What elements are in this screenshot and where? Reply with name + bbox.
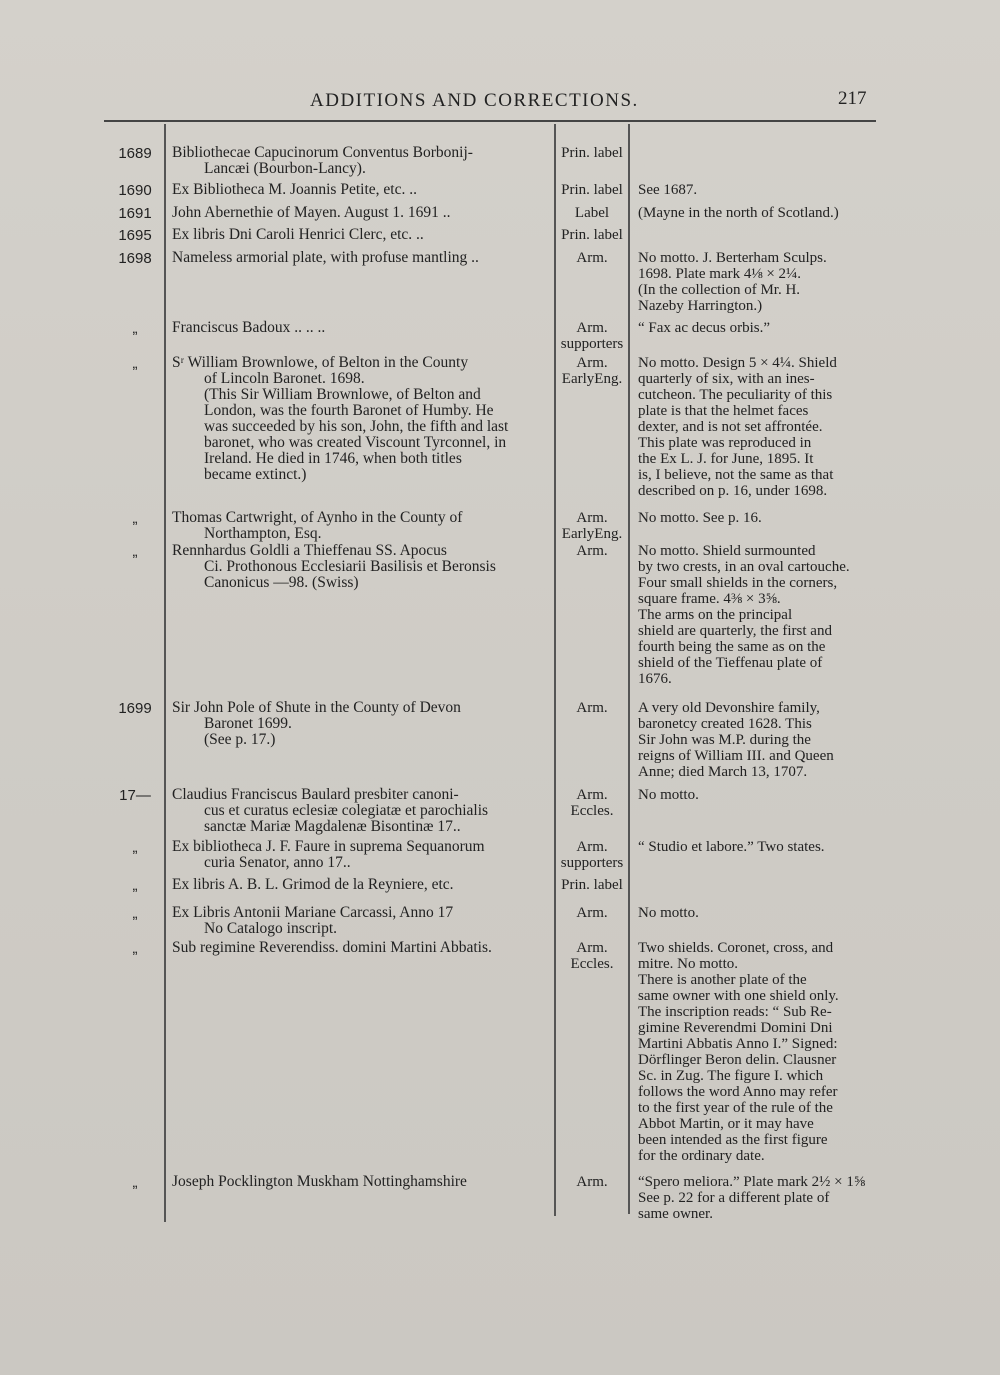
note-line: No motto. bbox=[638, 787, 699, 803]
entry-year: 1689 bbox=[118, 145, 152, 162]
entry-note bbox=[638, 182, 878, 198]
note-line: The inscription reads: “ Sub Re- bbox=[638, 1004, 832, 1020]
entry-kind: Arm. EarlyEng. bbox=[561, 510, 623, 542]
entry-kind: Arm. EarlyEng. bbox=[561, 355, 623, 387]
column-rule-middle bbox=[554, 124, 556, 1216]
note-line: This plate was reproduced in bbox=[638, 435, 812, 451]
note-line: shield of the Tieffenau plate of bbox=[638, 655, 823, 671]
title-line: Claudius Franciscus Baulard presbiter canoni- bbox=[172, 786, 459, 803]
note-line: Sc. in Zug. The figure I. which bbox=[638, 1068, 824, 1084]
note-line: No motto. J. Berterham Sculps. bbox=[638, 250, 827, 266]
note-line: same owner. bbox=[638, 1206, 713, 1222]
note-line: fourth being the same as on the bbox=[638, 639, 826, 655]
entry-note bbox=[638, 839, 878, 855]
note-line: No motto. See p. 16. bbox=[638, 510, 762, 526]
entry-title bbox=[172, 250, 542, 266]
title-line: became extinct.) bbox=[204, 466, 307, 483]
title-line: Sir John Pole of Shute in the County of Devon bbox=[172, 699, 461, 716]
entry-title bbox=[172, 543, 542, 591]
title-line: Sub regimine Reverendiss. domini Martini Abbatis. bbox=[172, 939, 492, 956]
note-line: No motto. bbox=[638, 905, 699, 921]
entry-kind: Arm. bbox=[576, 1174, 608, 1190]
title-line: No Catalogo inscript. bbox=[204, 920, 338, 937]
note-line: The arms on the principal bbox=[638, 607, 793, 623]
entry-year: „ bbox=[132, 543, 138, 560]
entry-kind: Arm. bbox=[576, 700, 608, 716]
title-line: cus et curatus eclesiæ colegiatæ et parochialis bbox=[204, 802, 489, 819]
note-line: to the first year of the rule of the bbox=[638, 1100, 833, 1116]
note-line: Dörflinger Beron delin. Clausner bbox=[638, 1052, 837, 1068]
title-line: (This Sir William Brownlowe, of Belton and bbox=[204, 386, 481, 403]
entry-note bbox=[638, 1174, 878, 1222]
entry-title bbox=[172, 787, 542, 835]
title-line: Canonicus —98. (Swiss) bbox=[204, 574, 359, 591]
note-line: Abbot Martin, or it may have bbox=[638, 1116, 814, 1132]
entry-year: 1699 bbox=[118, 700, 152, 717]
note-line: by two crests, in an oval cartouche. bbox=[638, 559, 850, 575]
note-line: Nazeby Harrington.) bbox=[638, 298, 763, 314]
title-line: Joseph Pocklington Muskham Nottinghamshire bbox=[172, 1173, 467, 1190]
entry-kind: Prin. label bbox=[561, 145, 623, 161]
note-line: See 1687. bbox=[638, 182, 698, 198]
entry-title bbox=[172, 839, 542, 871]
entry-kind: Arm. bbox=[576, 905, 608, 921]
entry-kind: Prin. label bbox=[561, 227, 623, 243]
note-line: There is another plate of the bbox=[638, 972, 807, 988]
note-line: (In the collection of Mr. H. bbox=[638, 282, 801, 298]
entry-year: „ bbox=[132, 355, 138, 372]
title-line: London, was the fourth Baronet of Humby. He bbox=[204, 402, 494, 419]
entry-year: 1695 bbox=[118, 227, 152, 244]
entry-kind: Arm. bbox=[576, 250, 608, 266]
note-line: the Ex L. J. for June, 1895. It bbox=[638, 451, 814, 467]
entry-year: „ bbox=[132, 877, 138, 894]
entry-year: „ bbox=[132, 510, 138, 527]
entry-year: „ bbox=[132, 940, 138, 957]
entry-kind: Arm. Eccles. bbox=[570, 940, 614, 972]
title-line: John Abernethie of Mayen. August 1. 1691 .. bbox=[172, 204, 451, 221]
title-line: Ex libris A. B. L. Grimod de la Reyniere, etc. bbox=[172, 876, 454, 893]
note-line: No motto. Design 5 × 4¼. Shield bbox=[638, 355, 837, 371]
note-line: reigns of William III. and Queen bbox=[638, 748, 834, 764]
title-line: Ci. Prothonous Ecclesiarii Basilisis et Beronsis bbox=[204, 558, 496, 575]
entry-year: „ bbox=[132, 839, 138, 856]
entry-kind: Arm. supporters bbox=[560, 839, 624, 871]
entry-title bbox=[172, 510, 542, 542]
entry-note bbox=[638, 510, 878, 526]
note-line: Four small shields in the corners, bbox=[638, 575, 838, 591]
entry-note bbox=[638, 787, 878, 803]
entry-kind: Label bbox=[574, 205, 610, 221]
entry-year: 1691 bbox=[118, 205, 152, 222]
entry-kind: Prin. label bbox=[561, 877, 623, 893]
title-line: Ireland. He died in 1746, when both titles bbox=[204, 450, 462, 467]
header-rule bbox=[104, 120, 876, 122]
title-line: Bibliothecae Capucinorum Conventus Borbonij- bbox=[172, 144, 473, 161]
note-line: No motto. Shield surmounted bbox=[638, 543, 816, 559]
note-line: baronetcy created 1628. This bbox=[638, 716, 812, 732]
entry-year: „ bbox=[132, 1174, 138, 1191]
entry-title bbox=[172, 355, 542, 483]
column-rule-right bbox=[628, 124, 630, 1214]
note-line: follows the word Anno may refer bbox=[638, 1084, 838, 1100]
note-line: cutcheon. The peculiarity of this bbox=[638, 387, 833, 403]
note-line: for the ordinary date. bbox=[638, 1148, 765, 1164]
entry-kind: Prin. label bbox=[561, 182, 623, 198]
note-line: 1698. Plate mark 4⅛ × 2¼. bbox=[638, 266, 802, 282]
note-line: dexter, and is not set affrontée. bbox=[638, 419, 823, 435]
entry-title bbox=[172, 1174, 542, 1190]
running-title: ADDITIONS AND CORRECTIONS. bbox=[310, 90, 639, 111]
note-line: gimine Reverendmi Domini Dni bbox=[638, 1020, 833, 1036]
entry-note bbox=[638, 940, 878, 1164]
note-line: quarterly of six, with an ines- bbox=[638, 371, 815, 387]
entry-year: 17— bbox=[119, 787, 151, 804]
entry-title bbox=[172, 182, 542, 198]
title-line: of Lincoln Baronet. 1698. bbox=[204, 370, 365, 387]
entry-note bbox=[638, 355, 878, 499]
title-line: Baronet 1699. bbox=[204, 715, 292, 732]
entry-year: „ bbox=[132, 905, 138, 922]
title-line: Northampton, Esq. bbox=[204, 525, 322, 542]
title-line: Ex libris Dni Caroli Henrici Clerc, etc. .. bbox=[172, 226, 424, 243]
title-line: Thomas Cartwright, of Aynho in the County of bbox=[172, 509, 463, 526]
note-line: Two shields. Coronet, cross, and bbox=[638, 940, 834, 956]
entry-note bbox=[638, 205, 878, 221]
note-line: mitre. No motto. bbox=[638, 956, 738, 972]
note-line: “ Fax ac decus orbis.” bbox=[638, 320, 771, 336]
entry-title bbox=[172, 700, 542, 748]
entry-year: „ bbox=[132, 320, 138, 337]
note-line: “ Studio et labore.” Two states. bbox=[638, 839, 825, 855]
note-line: same owner with one shield only. bbox=[638, 988, 839, 1004]
entry-kind: Arm. bbox=[576, 543, 608, 559]
note-line: “Spero meliora.” Plate mark 2½ × 1⅝ bbox=[638, 1174, 866, 1190]
entry-note bbox=[638, 905, 878, 921]
title-line: (See p. 17.) bbox=[204, 731, 276, 748]
note-line: 1676. bbox=[638, 671, 672, 687]
title-line: Sʳ William Brownlowe, of Belton in the County bbox=[172, 354, 469, 371]
title-line: baronet, who was created Viscount Tyrconnel, in bbox=[204, 434, 507, 451]
entry-note bbox=[638, 250, 878, 314]
note-line: A very old Devonshire family, bbox=[638, 700, 820, 716]
title-line: Ex Bibliotheca M. Joannis Petite, etc. .. bbox=[172, 181, 417, 198]
note-line: Martini Abbatis Anno I.” Signed: bbox=[638, 1036, 838, 1052]
title-line: Franciscus Badoux .. .. .. bbox=[172, 319, 326, 336]
entry-title bbox=[172, 940, 542, 956]
entry-note bbox=[638, 700, 878, 780]
page-number: 217 bbox=[838, 88, 867, 109]
title-line: Ex Libris Antonii Mariane Carcassi, Anno 17 bbox=[172, 904, 454, 921]
title-line: curia Senator, anno 17.. bbox=[204, 854, 351, 871]
entry-year: 1690 bbox=[118, 182, 152, 199]
running-head bbox=[0, 88, 1000, 118]
note-line: See p. 22 for a different plate of bbox=[638, 1190, 830, 1206]
title-line: Lancæi (Bourbon-Lancy). bbox=[204, 160, 366, 177]
note-line: (Mayne in the north of Scotland.) bbox=[638, 205, 839, 221]
entry-kind: Arm. Eccles. bbox=[570, 787, 614, 819]
entry-note bbox=[638, 320, 878, 336]
title-line: sanctæ Mariæ Magdalenæ Bisontinæ 17.. bbox=[204, 818, 461, 835]
note-line: Sir John was M.P. during the bbox=[638, 732, 811, 748]
title-line: Rennhardus Goldli a Thieffenau SS. Apocus bbox=[172, 542, 447, 559]
note-line: Anne; died March 13, 1707. bbox=[638, 764, 808, 780]
entry-title bbox=[172, 205, 542, 221]
entry-title bbox=[172, 877, 542, 893]
entry-year: 1698 bbox=[118, 250, 152, 267]
note-line: shield are quarterly, the first and bbox=[638, 623, 832, 639]
note-line: plate is that the helmet faces bbox=[638, 403, 809, 419]
note-line: is, I believe, not the same as that bbox=[638, 467, 834, 483]
entry-kind: Arm. supporters bbox=[560, 320, 624, 352]
note-line: been intended as the first figure bbox=[638, 1132, 828, 1148]
note-line: square frame. 4⅜ × 3⅝. bbox=[638, 591, 781, 607]
title-line: Ex bibliotheca J. F. Faure in suprema Sequanorum bbox=[172, 838, 485, 855]
title-line: was succeeded by his son, John, the fifth and last bbox=[204, 418, 509, 435]
column-rule-left bbox=[164, 124, 166, 1222]
entry-title bbox=[172, 320, 542, 336]
note-line: described on p. 16, under 1698. bbox=[638, 483, 828, 499]
entry-note bbox=[638, 543, 878, 687]
entry-title bbox=[172, 905, 542, 937]
entry-title bbox=[172, 145, 542, 177]
title-line: Nameless armorial plate, with profuse mantling .. bbox=[172, 249, 479, 266]
entry-title bbox=[172, 227, 542, 243]
